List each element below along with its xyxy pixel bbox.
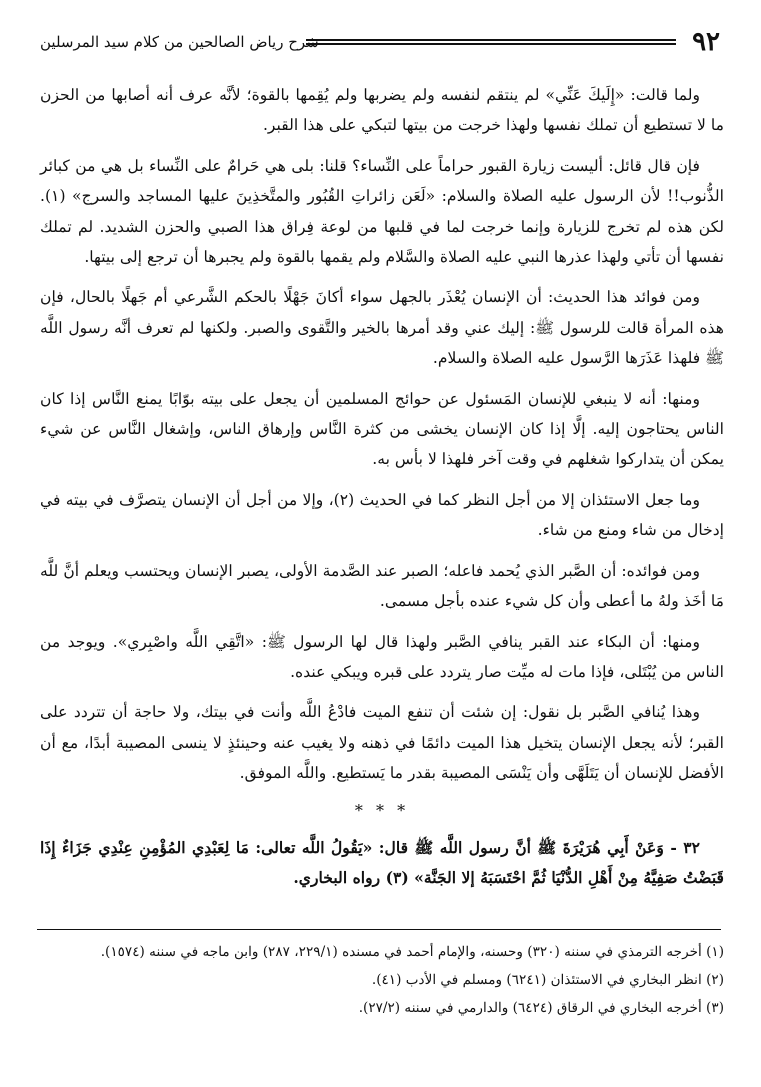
paragraph: وهذا يُنافي الصَّبر بل نقول: إن شئت أن تنفع الميت فادْعُ اللَّه وأنت في بيتك، ولا حاجة أن تتردد على القبر؛ لأنه يجعل الإنسان يتخيل هذا الميت دائمًا في ذهنه ولا يغيب عنه وحينئذٍ لا ينسى المصيبة أبدًا، مع أن الأفضل للإنسان أن يَتَلَهَّى وأن يَنْسَى المصيبة بقدر ما يَستطيع. واللَّه الموفق. — [40, 703, 724, 783]
hadith-text: ٣٢ - وَعَنْ أَبِي هُرَيْرَةَ ﷺ أنَّ رسول اللَّه ﷺ قال: «يَقُولُ اللَّه تعالى: مَا لِعَبْدِي المُؤْمِنِ عِنْدِي جَزَاءٌ إِذَا قَبَضْتُ صَفِيَّهُ مِنْ أَهْلِ الدُّنْيَا ثُمَّ احْتَسَبَهُ إلا الجَنَّة» (٣) رواه البخاري. — [40, 837, 724, 887]
section-separator: * * * — [354, 800, 410, 820]
paragraph: ومنها: أن البكاء عند القبر ينافي الصَّبر ولهذا قال لها الرسول ﷺ: «اتَّقِي اللَّه واصْبِري». ويوجد من الناس من يُبْتَلى، فإذا مات له ميِّت صار يتردد على قبره ويبكي عنده. — [40, 632, 724, 681]
running-title: شرح رياض الصالحين من كلام سيد المرسلين — [40, 33, 319, 51]
footnotes — [40, 938, 724, 1022]
footnote-rule — [37, 929, 721, 930]
paragraph: ومن فوائد هذا الحديث: أن الإنسان يُعْذَر بالجهل سواء أكانَ جَهْلًا بالحكم الشَّرعي أم جَهلًا بالحال، فإن هذه المرأة قالت للرسول ﷺ: إليك عني وقد أمرها بالخير والتَّقوى والصبر. ولكنها لم تعرف أنَّه رسول اللَّه ﷺ فلهذا عَذَرَها الرَّسول عليه الصلاة والسلام. — [40, 288, 724, 368]
paragraph: فإن قال قائل: أليست زيارة القبور حراماً على النِّساء؟ قلنا: بلى هي حَرامٌ على النِّساء بل هي من كبائر الذُّنوب!! لأن الرسول عليه الصلاة والسلام: «لَعَن زائراتِ القُبُور والمتَّخذِينَ عليها المساجد والسرج» (١). لكن هذه لم تخرج للزيارة وإنما خرجت لما في قلبها من لوعة فِراق هذا الصبي والحزن الشديد. لم تملك نفسها أن تأتي ولهذا عذرها النبي عليه الصلاة والسَّلام ولم يقمها بالقوة ولم يجبرها أن ترجع إلى بيتها. — [40, 156, 724, 267]
footnote: (٢) انظر البخاري في الاستئذان (٦٢٤١) ومسلم في الأدب (٤١). — [371, 972, 724, 988]
paragraph: ومنها: أنه لا ينبغي للإنسان المَسئول عن حوائج المسلمين أن يجعل على بيته بوّابًا يمنع النَّاس إذا كان الناس يحتاجون إليه. إلَّا إذا كان الإنسان يخشى من كثرة النَّاس وإرهاق الناس، وإشغال النَّاس عن شيء يمكن أن يتداركوا شغلهم في وقت آخر فلهذا لا بأس به. — [40, 389, 724, 469]
footnote: (٣) أخرجه البخاري في الرقاق (٦٤٢٤) والدارمي في سننه (٢٧/٢). — [358, 1000, 724, 1016]
body-text — [40, 80, 724, 903]
page-number: ٩٢ — [692, 27, 720, 57]
header-double-rule — [306, 39, 676, 45]
footnote: (١) أخرجه الترمذي في سننه (٣٢٠) وحسنه، والإمام أحمد في مسنده (٢٢٩/١، ٢٨٧) وابن ماجه في سننه (١٥٧٤). — [100, 944, 724, 960]
paragraph: وما جعل الاستئذان إلا من أجل النظر كما في الحديث (٢)، وإلا من أجل أن الإنسان يتصرَّف في بيته في إدخال من شاء ومنع من شاء. — [40, 490, 724, 540]
page-header — [40, 26, 720, 58]
paragraph: ومن فوائده: أن الصَّبر الذي يُحمد فاعله؛ الصبر عند الصَّدمة الأولى، يصبر الإنسان ويحتسب ويعلم أنَّ للَّه مَا أخَذ ولهُ ما أعطى وأن كل شيء عنده بأجل مسمى. — [40, 561, 724, 611]
paragraph: ولما قالت: «إِلَيكَ عَنِّي» لم ينتقم لنفسه ولم يضربها ولم يُقِمها بالقوة؛ لأنَّه عرف أنه أصابها من الحزن ما لا تستطيع أن تملك نفسها ولهذا خرجت من بيتها لتبكي على هذا القبر. — [40, 86, 724, 135]
